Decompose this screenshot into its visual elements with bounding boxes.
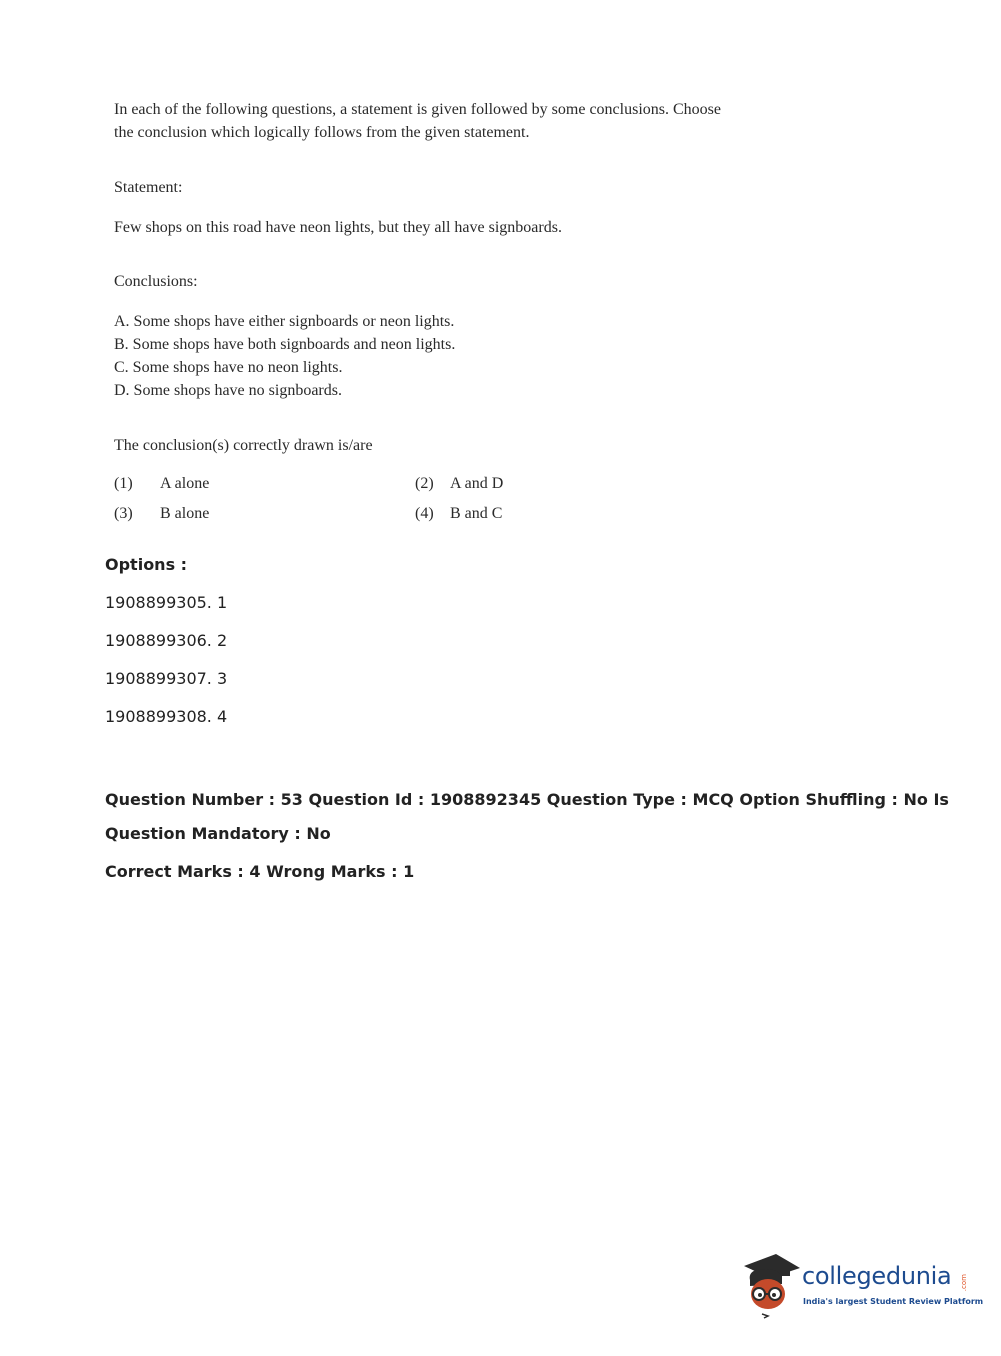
choice-number: (4) (415, 505, 434, 522)
statement-heading: Statement: (114, 179, 183, 196)
conclusion-d: D. Some shops have no signboards. (114, 382, 342, 399)
statement-text: Few shops on this road have neon lights, but they all have signboards. (114, 219, 562, 236)
option-item-1: 1908899305. 1 (105, 593, 228, 612)
logo-wordmark: collegedunia (802, 1262, 952, 1290)
options-heading: Options : (105, 555, 188, 574)
choice-text: B and C (450, 505, 503, 522)
logo-dotcom: .com (960, 1274, 968, 1292)
conclusion-a: A. Some shops have either signboards or neon lights. (114, 313, 455, 330)
question-meta-line-2: Question Mandatory : No (105, 824, 331, 843)
choice-number: (2) (415, 475, 434, 492)
choice-number: (1) (114, 475, 133, 492)
conclusion-c: C. Some shops have no neon lights. (114, 359, 343, 376)
marks-line: Correct Marks : 4 Wrong Marks : 1 (105, 862, 415, 881)
conclusion-b: B. Some shops have both signboards and neon lights. (114, 336, 456, 353)
choice-text: A alone (160, 475, 210, 492)
option-item-3: 1908899307. 3 (105, 669, 228, 688)
question-intro-line-2: the conclusion which logically follows from the given statement. (114, 124, 530, 141)
option-item-4: 1908899308. 4 (105, 707, 228, 726)
logo-tagline: India's largest Student Review Platform (803, 1297, 984, 1306)
question-meta-line-1: Question Number : 53 Question Id : 1908892345 Question Type : MCQ Option Shuffling : No Is (105, 790, 949, 809)
question-prompt: The conclusion(s) correctly drawn is/are (114, 437, 373, 454)
choice-text: A and D (450, 475, 504, 492)
collegedunia-logo (742, 1250, 984, 1320)
mascot-icon (742, 1250, 802, 1320)
conclusions-heading: Conclusions: (114, 273, 198, 290)
question-intro-line-1: In each of the following questions, a statement is given followed by some conclusions. Choose (114, 101, 721, 118)
option-item-2: 1908899306. 2 (105, 631, 228, 650)
choice-number: (3) (114, 505, 133, 522)
choice-text: B alone (160, 505, 210, 522)
